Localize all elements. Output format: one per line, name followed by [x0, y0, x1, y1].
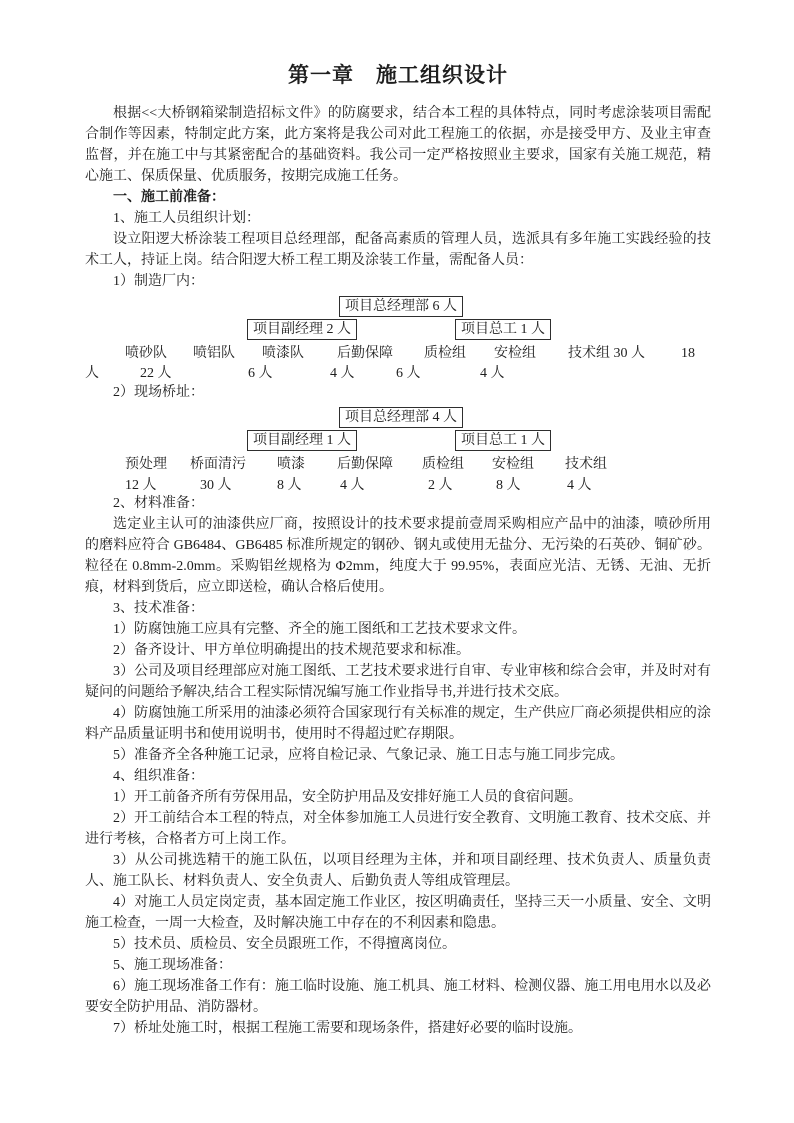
org-label: 30 人 [200, 478, 232, 493]
org-label: 安检组 [494, 346, 536, 361]
org-label: 8 人 [277, 478, 302, 493]
org-label: 4 人 [340, 478, 365, 493]
org-label: 2 人 [428, 478, 453, 493]
organization-prep-item: 5）技术员、质检员、安全员跟班工作，不得擅离岗位。 [113, 937, 456, 952]
organization-prep-item: 4）对施工人员定岗定责，基本固定施工作业区，按区明确责任，坚持三天一小质量、安全、文明施工检查，一周一大检查，及时解决施工中存在的不利因素和隐患。 [85, 895, 711, 931]
org-label: 4 人 [330, 366, 355, 381]
organization-prep-item: 3）从公司挑选精干的施工队伍，以项目经理为主体，并和项目副经理、技术负责人、质量负责人、施工队长、材料负责人、安全负责人、后勤负责人等组成管理层。 [85, 853, 711, 889]
org-label: 喷铝队 [193, 346, 235, 361]
org-box-chief-engineer: 项目总工 1 人 [455, 430, 551, 451]
org-label: 喷漆队 [262, 346, 304, 361]
heading-technical-prep: 3、技术准备： [113, 601, 204, 616]
heading-organization-prep: 4、组织准备： [113, 769, 204, 784]
org-label: 后勤保障 [337, 346, 393, 361]
org-label: 喷砂队 [125, 346, 167, 361]
org-box-project-gm-dept: 项目总经理部 6 人 [339, 296, 463, 317]
org-label: 后勤保障 [337, 457, 393, 472]
technical-prep-item: 1）防腐蚀施工应具有完整、齐全的施工图纸和工艺技术要求文件。 [113, 622, 526, 637]
personnel-plan-paragraph: 设立阳逻大桥涂装工程项目总经理部，配备高素质的管理人员，选派具有多年施工实践经验的技术工人，持证上岗。结合阳逻大桥工程工期及涂装工作量，需配备人员： [85, 232, 711, 268]
site-prep-item: 7）桥址处施工时，根据工程施工需要和现场条件，搭建好必要的临时设施。 [113, 1021, 582, 1036]
heading-site-prep: 5、施工现场准备： [113, 958, 232, 973]
org-label: 6 人 [248, 366, 273, 381]
org-label: 安检组 [492, 457, 534, 472]
org-label: 6 人 [396, 366, 421, 381]
document-content [85, 60, 711, 1039]
chapter-title: 第一章 施工组织设计 [288, 63, 508, 87]
org-chart-factory [85, 294, 711, 382]
organization-prep-item: 1）开工前备齐所有劳保用品，安全防护用品及安排好施工人员的食宿问题。 [113, 790, 582, 805]
heading-pre-construction: 一、施工前准备： [113, 190, 225, 205]
org-label: 技术组 [565, 457, 607, 472]
org-label: 质检组 [424, 346, 466, 361]
technical-prep-item: 3）公司及项目经理部应对施工图纸、工艺技术要求进行自审、专业审核和综合会审，并及时对有疑问的问题给予解决,结合工程实际情况编写施工作业指导书,并进行技术交底。 [85, 664, 711, 700]
heading-material-prep: 2、材料准备： [113, 496, 204, 511]
org-label: 预处理 [125, 457, 167, 472]
org-label: 18 [681, 346, 695, 361]
site-prep-item: 6）施工现场准备工作有：施工临时设施、施工机具、施工材料、检测仪器、施工用电用水以及必要安全防护用品、消防器材。 [85, 979, 711, 1015]
material-prep-paragraph: 选定业主认可的油漆供应厂商，按照设计的技术要求提前壹周采购相应产品中的油漆，喷砂所用的磨料应符合 GB6484、GB6485 标准所规定的钢砂、钢丸或使用无盐分、无污染的石英砂、铜矿砂。粒径在 0.8mm-2.0mm。采购铝丝规格为 Φ2mm，纯度大于 99.95%，表面应光洁、无锈、无油、无折痕，材料到货后，应立即送检，确认合格后使用。 [85, 517, 711, 595]
org-label: 4 人 [567, 478, 592, 493]
organization-prep-item: 2）开工前结合本工程的特点，对全体参加施工人员进行安全教育、文明施工教育、技术交底、并进行考核，合格者方可上岗工作。 [85, 811, 711, 847]
org-label: 技术组 30 人 [568, 346, 645, 361]
org-box-chief-engineer: 项目总工 1 人 [455, 319, 551, 340]
org-label: 4 人 [480, 366, 505, 381]
label-factory: 1）制造厂内： [113, 274, 204, 289]
technical-prep-item: 5）准备齐全各种施工记录，应将自检记录、气象记录、施工日志与施工同步完成。 [113, 748, 624, 763]
heading-personnel-plan: 1、施工人员组织计划： [113, 211, 260, 226]
label-bridge-site: 2）现场桥址： [113, 385, 204, 400]
org-box-project-gm-dept: 项目总经理部 4 人 [339, 407, 463, 428]
technical-prep-item: 4）防腐蚀施工所采用的油漆必须符合国家现行有关标准的规定，生产供应厂商必须提供相应的涂料产品质量证明书和使用说明书，使用时不得超过贮存期限。 [85, 706, 711, 742]
intro-paragraph: 根据<<大桥钢箱梁制造招标文件》的防腐要求，结合本工程的具体特点，同时考虑涂装项目需配合制作等因素，特制定此方案，此方案将是我公司对此工程施工的依据，亦是接受甲方、及业主审查监督，并在施工中与其紧密配合的基础资料。我公司一定严格按照业主要求，国家有关施工规范，精心施工、保质保量、优质服务，按期完成施工任务。 [85, 106, 711, 184]
org-label: 质检组 [422, 457, 464, 472]
org-chart-bridge-site [85, 405, 711, 493]
org-label: 桥面清污 [190, 457, 246, 472]
org-label: 8 人 [496, 478, 521, 493]
org-box-deputy-manager: 项目副经理 2 人 [247, 319, 357, 340]
org-label: 12 人 [125, 478, 157, 493]
technical-prep-item: 2）备齐设计、甲方单位明确提出的技术规范要求和标准。 [113, 643, 470, 658]
org-label: 22 人 [140, 366, 172, 381]
org-label: 人 [85, 366, 99, 381]
org-label: 喷漆 [277, 457, 305, 472]
org-box-deputy-manager: 项目副经理 1 人 [247, 430, 357, 451]
